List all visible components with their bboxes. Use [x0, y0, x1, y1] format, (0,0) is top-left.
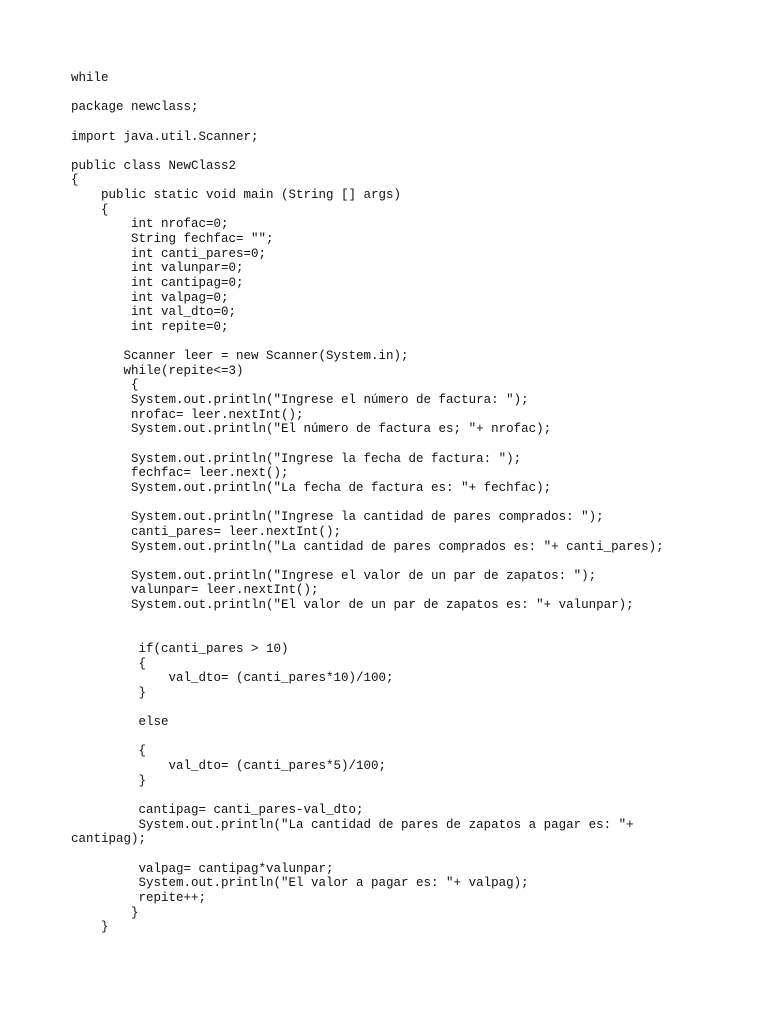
code-line: }	[71, 920, 109, 935]
code-line: System.out.println("La cantidad de pares de zapatos a pagar es: "+	[71, 817, 634, 832]
code-line	[71, 613, 664, 628]
code-line: String fechfac= "";	[71, 232, 274, 247]
code-line: public class NewClass2	[71, 158, 237, 173]
code-line: {	[71, 744, 147, 759]
code-line: }	[71, 685, 147, 700]
code-line: System.out.println("La cantidad de pares comprados es: "+ canti_pares);	[71, 539, 664, 554]
code-line: }	[71, 773, 147, 788]
code-line: {	[71, 378, 139, 393]
code-line: int repite=0;	[71, 319, 229, 334]
code-line	[71, 701, 664, 716]
code-line: cantipag);	[71, 832, 147, 847]
code-line: cantipag= canti_pares-val_dto;	[71, 803, 364, 818]
code-line: nrofac= leer.nextInt();	[71, 407, 304, 422]
code-line: public static void main (String [] args)	[71, 188, 402, 203]
code-line	[71, 554, 664, 569]
code-line: int nrofac=0;	[71, 217, 229, 232]
code-line: import java.util.Scanner;	[71, 129, 259, 144]
code-line: System.out.println("El valor a pagar es: "+ valpag);	[71, 876, 529, 891]
code-line: val_dto= (canti_pares*10)/100;	[71, 671, 394, 686]
code-line: repite++;	[71, 890, 207, 905]
code-line	[71, 496, 664, 511]
code-line: valpag= cantipag*valunpar;	[71, 861, 334, 876]
code-line: fechfac= leer.next();	[71, 466, 289, 481]
code-line: while(repite<=3)	[71, 363, 244, 378]
code-line: System.out.println("El número de factura es; "+ nrofac);	[71, 422, 552, 437]
code-line	[71, 335, 664, 350]
code-line	[71, 144, 664, 159]
code-line: canti_pares= leer.nextInt();	[71, 524, 342, 539]
java-code-listing	[71, 71, 664, 935]
code-line: }	[71, 905, 139, 920]
code-line: {	[71, 656, 147, 671]
code-line: {	[71, 173, 79, 188]
code-line: System.out.println("Ingrese la cantidad de pares comprados: ");	[71, 510, 604, 525]
code-line: int val_dto=0;	[71, 305, 237, 320]
code-line: {	[71, 202, 109, 217]
code-line: System.out.println("Ingrese el valor de un par de zapatos: ");	[71, 568, 597, 583]
code-line: System.out.println("El valor de un par de zapatos es: "+ valunpar);	[71, 598, 634, 613]
code-line: val_dto= (canti_pares*5)/100;	[71, 759, 387, 774]
code-line	[71, 115, 664, 130]
code-line: int cantipag=0;	[71, 275, 244, 290]
code-line: Scanner leer = new Scanner(System.in);	[71, 349, 409, 364]
code-line: else	[71, 715, 169, 730]
code-line: valunpar= leer.nextInt();	[71, 583, 319, 598]
code-line: if(canti_pares > 10)	[71, 641, 289, 656]
code-line	[71, 847, 664, 862]
code-line: int valpag=0;	[71, 290, 229, 305]
code-line	[71, 730, 664, 745]
code-line	[71, 437, 664, 452]
code-line: int canti_pares=0;	[71, 246, 267, 261]
code-line: while	[71, 71, 109, 85]
code-line	[71, 788, 664, 803]
code-line	[71, 86, 664, 101]
code-line: System.out.println("Ingrese el número de factura: ");	[71, 393, 529, 408]
code-line: int valunpar=0;	[71, 261, 244, 276]
code-line: System.out.println("La fecha de factura es: "+ fechfac);	[71, 480, 552, 495]
code-line	[71, 627, 664, 642]
code-line: package newclass;	[71, 100, 199, 115]
code-line: System.out.println("Ingrese la fecha de factura: ");	[71, 451, 522, 466]
